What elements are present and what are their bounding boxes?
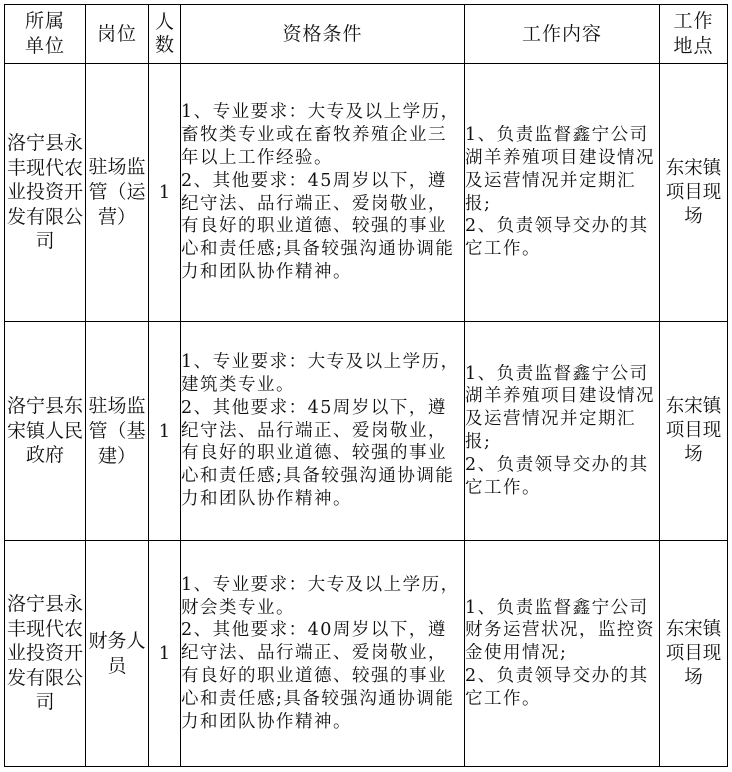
location-cell: 东宋镇项目现场: [660, 322, 728, 541]
header-count: 人数: [149, 5, 181, 64]
qualification-cell: [181, 541, 465, 767]
duty-line: 2、负责领导交办的其它工作。: [465, 216, 649, 260]
location-cell: 东宋镇项目现场: [660, 541, 728, 767]
header-qualification: 资格条件: [181, 5, 465, 64]
duties-cell: [465, 541, 660, 767]
position-cell: 驻场监管（基建）: [86, 322, 149, 541]
unit-cell: 洛宁县东宋镇人民政府: [5, 322, 86, 541]
qualification-line: 1、专业要求：大专及以上学历，建筑类专业。: [181, 352, 460, 396]
qualification-cell: [181, 64, 465, 322]
duty-line: 2、负责领导交办的其它工作。: [465, 665, 649, 709]
duty-line: 1、负责监督鑫宁公司湖羊养殖项目建设情况及运营情况并定期汇报;: [465, 125, 655, 214]
duties-cell: [465, 322, 660, 541]
qualification-line: 2、其他要求：45周岁以下，遵纪守法、品行端正、爱岗敬业，有良好的职业道德、较强的事业心和责任感;具备较强沟通协调能力和团队协作精神。: [181, 397, 455, 510]
duty-line: 1、负责监督鑫宁公司湖羊养殖项目建设情况及运营情况并定期汇报;: [465, 363, 655, 453]
header-row: [5, 5, 728, 64]
job-positions-table: [4, 4, 728, 767]
header-unit: 所属单位: [5, 5, 86, 64]
table-row: [5, 322, 728, 541]
qualification-line: 1、专业要求：大专及以上学历，畜牧类专业或在畜牧养殖企业三年以上工作经验。: [181, 102, 460, 168]
position-cell: 驻场监管（运营）: [86, 64, 149, 322]
table-row: [5, 64, 728, 322]
location-cell: 东宋镇项目现场: [660, 64, 728, 322]
duty-line: 1、负责监督鑫宁公司财务运营状况，监控资金使用情况;: [465, 597, 655, 664]
table-row: [5, 541, 728, 767]
duties-cell: [465, 64, 660, 322]
header-duties: 工作内容: [465, 5, 660, 64]
position-cell: 财务人员: [86, 541, 149, 767]
count-cell: 1: [149, 64, 181, 322]
qualification-line: 2、其他要求：45周岁以下，遵纪守法、品行端正、爱岗敬业，有良好的职业道德、较强的事业心和责任感;具备较强沟通协调能力和团队协作精神。: [181, 170, 455, 282]
qualification-cell: [181, 322, 465, 541]
unit-cell: 洛宁县永丰现代农业投资开发有限公司: [5, 64, 86, 322]
header-location: 工作地点: [660, 5, 728, 64]
header-position: 岗位: [86, 5, 149, 64]
unit-cell: 洛宁县永丰现代农业投资开发有限公司: [5, 541, 86, 767]
qualification-line: 2、其他要求：40周岁以下，遵纪守法、品行端正、爱岗敬业，有良好的职业道德、较强的事业心和责任感;具备较强沟通协调能力和团队协作精神。: [181, 620, 455, 732]
count-cell: 1: [149, 322, 181, 541]
count-cell: 1: [149, 541, 181, 767]
duty-line: 2、负责领导交办的其它工作。: [465, 454, 649, 498]
qualification-line: 1、专业要求：大专及以上学历，财会类专业。: [181, 574, 460, 618]
